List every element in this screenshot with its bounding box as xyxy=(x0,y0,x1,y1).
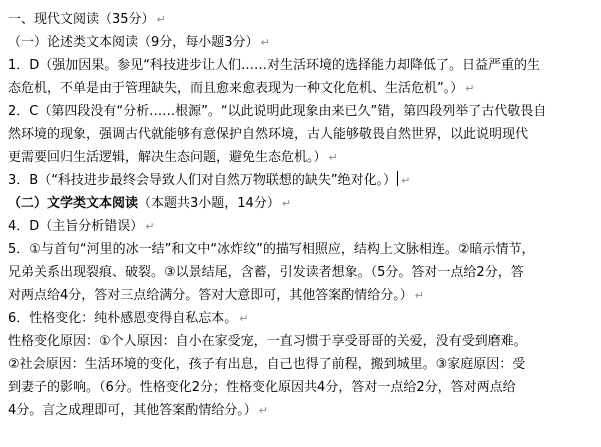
paragraph-mark-icon: ↵ xyxy=(145,220,155,233)
answer-5-line: 5．①与首句“河里的冰一结”和文中“冰炸纹”的描写相照应，结构上文脉相连。②暗示情节， xyxy=(8,242,535,257)
paragraph-mark-icon: ↵ xyxy=(414,289,424,302)
answer-6-line: 4分。言之成理即可，其他答案酌情给分。） ↵ xyxy=(8,403,268,418)
answer-6-line: 6．性格变化：纯朴感恩变得自私忘本。 ↵ xyxy=(8,311,249,326)
paragraph-mark-icon: ↵ xyxy=(401,174,411,187)
answer-6-line: ②社会原因：生活环境的变化，孩子有出息，自己也得了前程，搬到城里。③家庭原因：受 xyxy=(8,357,526,372)
answer-5-line: 兄弟关系出现裂痕、破裂。③以景结尾，含蓄，引发读者想象。（5分。答对一点给2分，答 xyxy=(8,265,524,280)
answer-6-line: 到妻子的影响。（6分。性格变化2分；性格变化原因共4分，答对一点给2分，答对两点给 xyxy=(8,380,516,395)
answer-4-line: 4．D（主旨分析错误） ↵ xyxy=(8,219,155,234)
answer-1-line: 1．D（强加因果。参见“科技进步让人们……对生活环境的选择能力却降低了。日益严重的生 xyxy=(8,58,541,73)
paragraph-mark-icon: ↵ xyxy=(260,36,270,49)
paragraph-mark-icon: ↵ xyxy=(239,312,249,325)
answer-2-line: 然环境的现象，强调古代就能够有意保护自然环境，古人能够敬畏自然世界，以此说明现代 xyxy=(8,127,529,142)
paragraph-mark-icon: ↵ xyxy=(328,151,338,164)
paragraph-mark-icon: ↵ xyxy=(281,197,292,210)
paragraph-mark-icon: ↵ xyxy=(258,404,268,417)
answer-2-line: 更需要回归生活逻辑，解决生态问题，避免生态危机。） ↵ xyxy=(8,150,338,165)
section-heading: 一、现代文阅读（35分） ↵ xyxy=(8,12,166,27)
paragraph-mark-icon: ↵ xyxy=(465,82,475,95)
text-cursor xyxy=(397,171,398,186)
paragraph-mark-icon: ↵ xyxy=(156,13,166,26)
answer-5-line: 对两点给4分，答对三点给满分。答对大意即可，其他答案酌情给分。） ↵ xyxy=(8,288,424,303)
subsection-heading: （二）文学类文本阅读（本题共3小题，14分） ↵ xyxy=(8,196,292,211)
answer-6-line: 性格变化原因：①个人原因：自小在家受宠，一直习惯于享受哥哥的关爱，没有受到磨难。 xyxy=(8,334,527,349)
answer-1-line: 态危机，不单是由于管理缺失，而且愈来愈表现为一种文化危机、生活危机”。） ↵ xyxy=(8,81,475,96)
answer-3-line: 3．B（“科技进步最终会导致人们对自然万物联想的缺失”绝对化。） ↵ xyxy=(8,173,411,188)
answer-2-line: 2．C（第四段没有“分析……根源”。“以此说明此现象由来已久”错，第四段列举了古代敬畏自 xyxy=(8,104,547,119)
subsection-heading: （一）论述类文本阅读（9分，每小题3分） ↵ xyxy=(8,35,270,50)
